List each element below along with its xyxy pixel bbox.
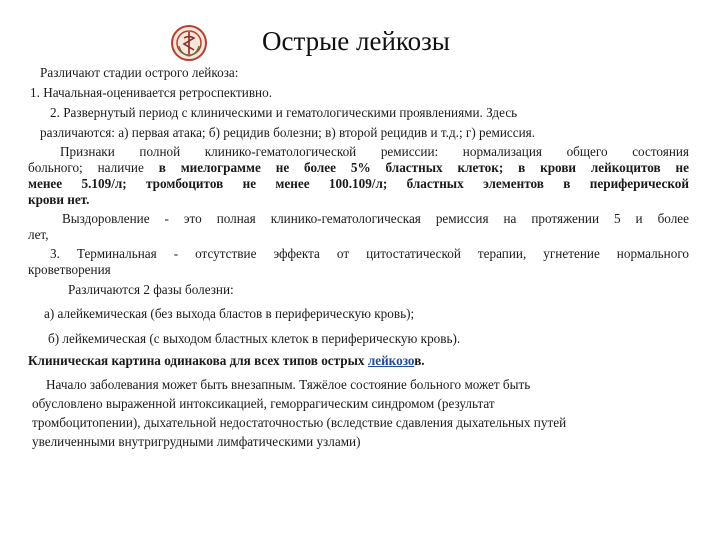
text-line: менее 5.109/л; тромбоцитов не менее 100.109/л; бластных элементов в периферической — [28, 176, 689, 191]
text-span: Клиническая картина одинакова для всех типов острых — [28, 353, 368, 368]
text-span: больного; наличие — [28, 160, 159, 175]
page-title: Острые лейкозы — [262, 26, 450, 56]
text-line: а) алейкемическая (без выхода бластов в периферическую кровь); — [44, 306, 415, 321]
text-line: Различаются 2 фазы болезни: — [68, 282, 234, 297]
text-line — [28, 353, 425, 369]
text-line: лет, — [28, 227, 49, 242]
text-line: увеличенными внутригрудными лимфатическими узлами) — [32, 434, 361, 449]
text-line — [28, 160, 689, 176]
medical-emblem-icon — [170, 24, 208, 62]
text-line: крови нет. — [28, 192, 90, 207]
text-line: Признаки полной клинико-гематологической ремиссии: нормализация общего состояния — [60, 144, 689, 159]
text-line: 3. Терминальная - отсутствие эффекта от цитостатической терапии, угнетение нормального — [50, 246, 689, 261]
leukemia-link[interactable]: лейкозо — [367, 353, 415, 368]
text-line: 2. Развернутый период с клиническими и гематологическими проявлениями. Здесь — [50, 105, 518, 120]
text-line: Различают стадии острого лейкоза: — [40, 65, 239, 80]
text-line: обусловлено выраженной интоксикацией, геморрагическим синдромом (результат — [32, 396, 495, 411]
text-line: различаются: а) первая атака; б) рецидив болезни; в) второй рецидив и т.д.; г) ремиссия. — [40, 125, 535, 140]
text-span-bold: в миелограмме не более 5% бластных клеток; в крови лейкоцитов не — [158, 160, 689, 175]
text-line: тромбоцитопении), дыхательной недостаточностью (вследствие сдавления дыхательных путей — [32, 415, 567, 430]
text-span: в. — [414, 353, 425, 368]
text-line: б) лейкемическая (с выходом бластных клеток в периферическую кровь). — [48, 331, 461, 346]
text-line: Начало заболевания может быть внезапным. Тяжёлое состояние больного может быть — [46, 377, 531, 392]
text-line: 1. Начальная-оценивается ретроспективно. — [30, 85, 272, 100]
text-line: Выздоровление - это полная клинико-гематологическая ремиссия на протяжении 5 и более — [62, 211, 689, 226]
text-line: кроветворения — [28, 262, 111, 277]
